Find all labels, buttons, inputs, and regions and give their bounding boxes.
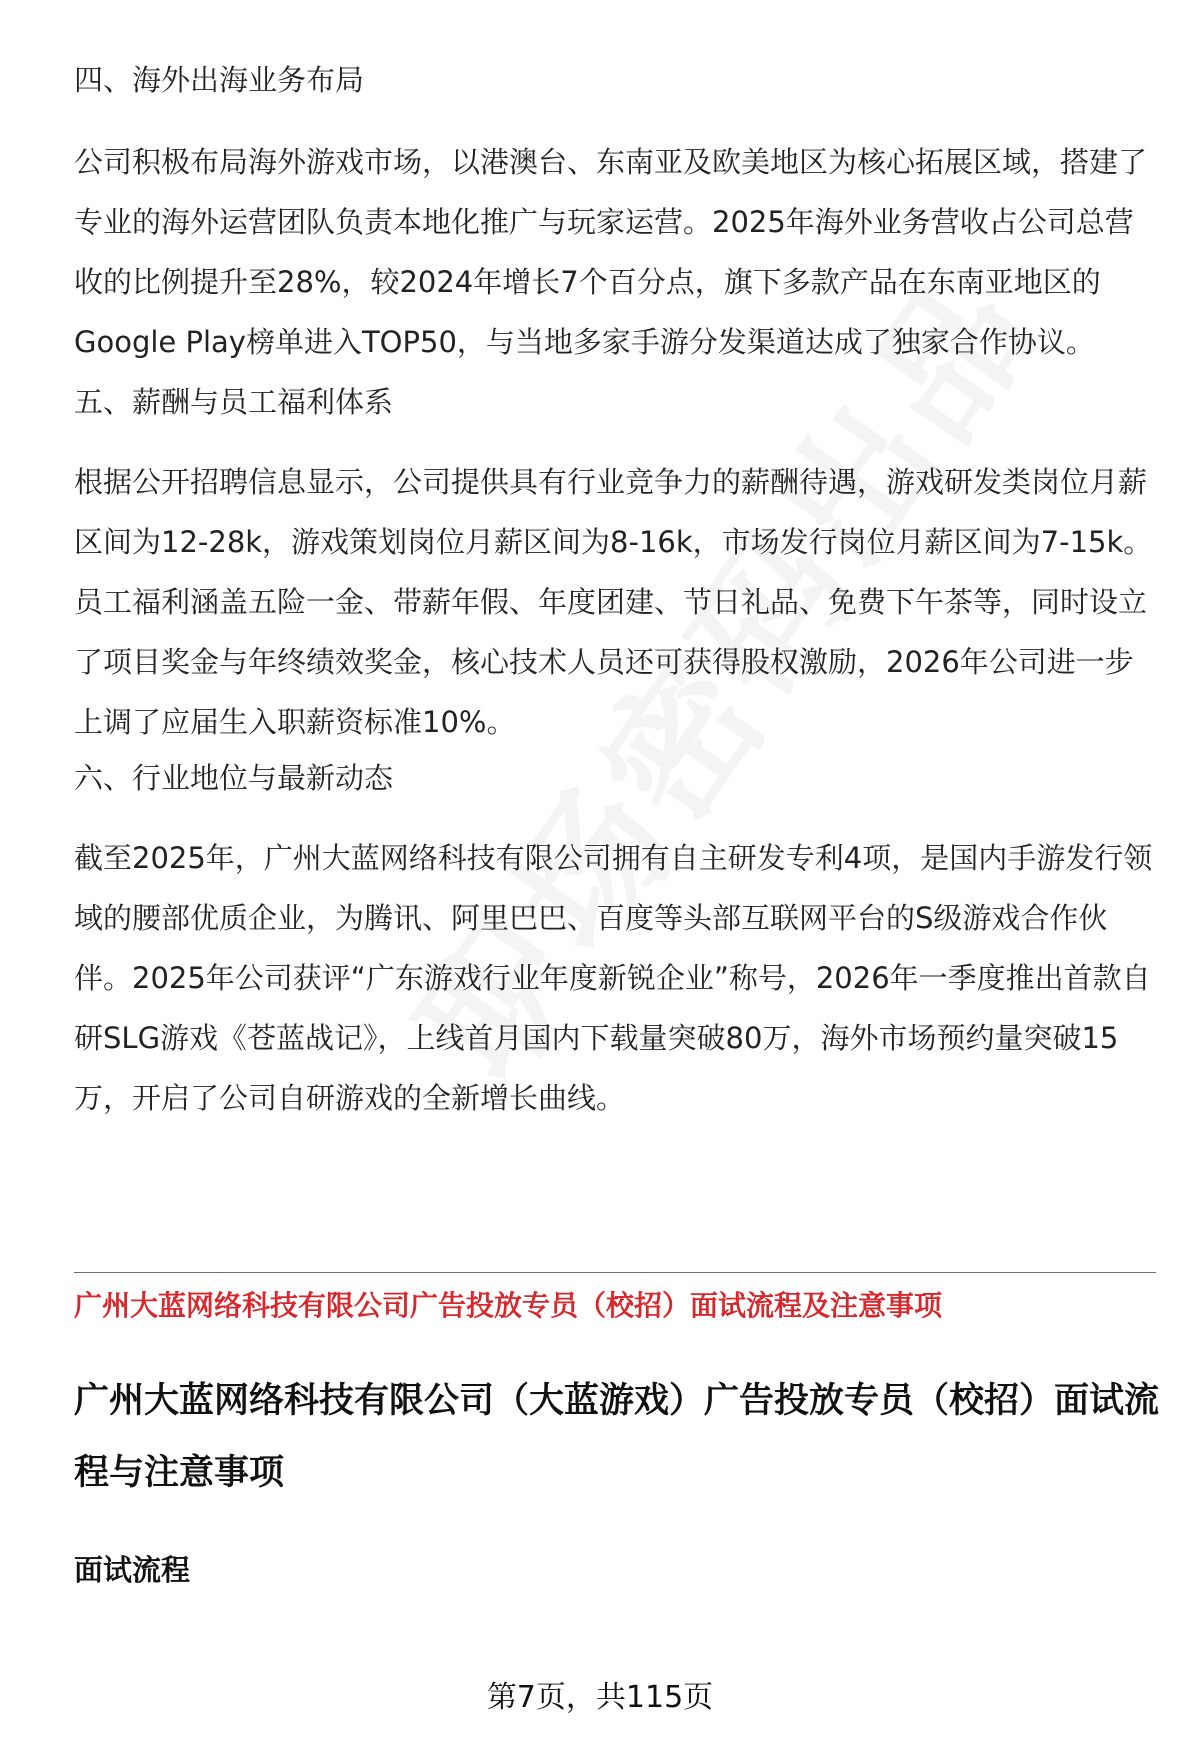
section-body-salary: 根据公开招聘信息显示，公司提供具有行业竞争力的薪酬待遇，游戏研发类岗位月薪区间为12-28k，游戏策划岗位月薪区间为8-16k，市场发行岗位月薪区间为7-15k。员工福利涵盖五险一金、带薪年假、年度团建、节日礼品、免费下午茶等，同时设立了项目奖金与年终绩效奖金，核心技术人员还可获得股权激励，2026年公司进一步上调了应届生入职薪资标准10%。 [74, 465, 1153, 739]
section-divider [74, 1272, 1156, 1273]
section-heading-industry: 六、行业地位与最新动态 [74, 761, 394, 795]
page-number: 第7页，共115页 [486, 1680, 714, 1715]
section-body-overseas: 公司积极布局海外游戏市场，以港澳台、东南亚及欧美地区为核心拓展区域，搭建了专业的海外运营团队负责本地化推广与玩家运营。2025年海外业务营收占公司总营收的比例提升至28%，较2024年增长7个百分点，旗下多款产品在东南亚地区的Google Play榜单进入TOP50，与当地多家手游分发渠道达成了独家合作协议。 [74, 145, 1148, 359]
document-page [74, 0, 1160, 1755]
interview-main-title: 广州大蓝网络科技有限公司（大蓝游戏）广告投放专员（校招）面试流程与注意事项 [74, 1381, 1160, 1493]
section-heading-overseas: 四、海外出海业务布局 [74, 63, 365, 97]
section-body-industry: 截至2025年，广州大蓝网络科技有限公司拥有自主研发专利4项，是国内手游发行领域的腰部优质企业，为腾讯、阿里巴巴、百度等头部互联网平台的S级游戏合作伙伴。2025年公司获评“广东游戏行业年度新锐企业”称号，2026年一季度推出首款自研SLG游戏《苍蓝战记》，上线首月国内下载量突破80万，海外市场预约量突破15万，开启了公司自研游戏的全新增长曲线。 [74, 841, 1153, 1115]
interview-red-title: 广州大蓝网络科技有限公司广告投放专员（校招）面试流程及注意事项 [74, 1289, 943, 1322]
section-heading-salary: 五、薪酬与员工福利体系 [74, 385, 394, 419]
interview-process-subtitle: 面试流程 [74, 1553, 191, 1587]
